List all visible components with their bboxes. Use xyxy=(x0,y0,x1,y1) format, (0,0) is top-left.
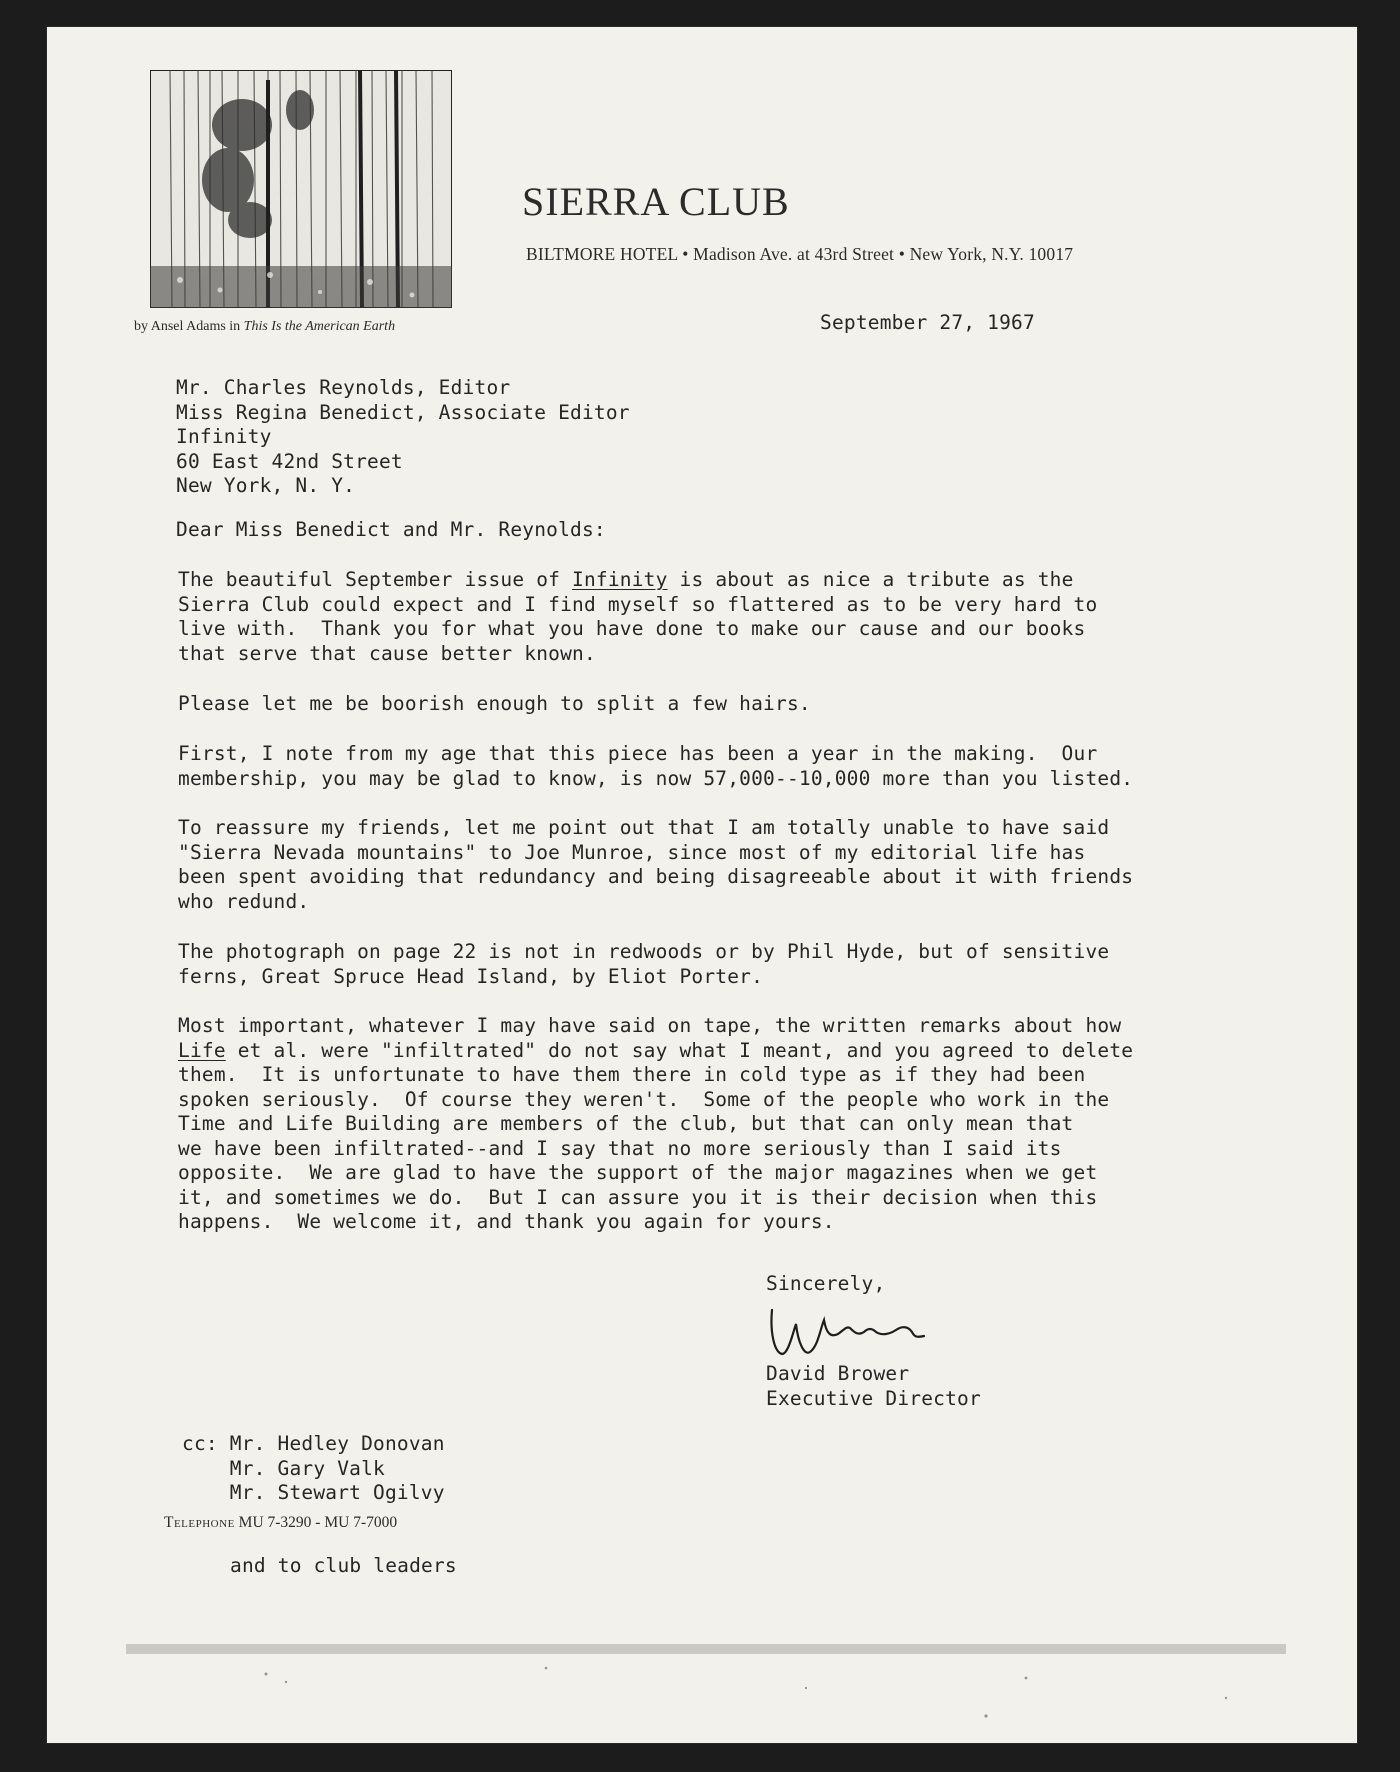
letter-date: September 27, 1967 xyxy=(820,311,1035,334)
recipient-line: New York, N. Y. xyxy=(176,474,356,497)
underlined-title: Life xyxy=(178,1038,226,1062)
cc-line: Mr. Gary Valk xyxy=(182,1456,385,1480)
body-paragraph xyxy=(178,1014,1133,1235)
letter-page xyxy=(46,26,1358,1744)
body-line: "Sierra Nevada mountains" to Joe Munroe, since most of my editorial life has xyxy=(178,840,1086,864)
body-line: happens. We welcome it, and thank you again for yours. xyxy=(178,1210,835,1233)
body-paragraph xyxy=(178,568,1097,666)
body-line: The photograph on page 22 is not in redwoods or by Phil Hyde, but of sensitive xyxy=(178,940,1110,963)
recipient-line: Mr. Charles Reynolds, Editor xyxy=(176,376,511,399)
cc-list xyxy=(182,1432,445,1506)
body-line: been spent avoiding that redundancy and being disagreeable about it with friends xyxy=(178,865,1134,888)
body-line: Sierra Club could expect and I find myself so flattered as to be very hard to xyxy=(178,592,1098,616)
body-line: them. It is unfortunate to have them there in cold type as if they had been xyxy=(178,1063,1086,1086)
body-line xyxy=(178,1039,1133,1064)
telephone-numbers: MU 7-3290 - MU 7-7000 xyxy=(238,1514,398,1531)
signer-name: David Brower xyxy=(766,1362,910,1385)
recipient-line: 60 East 42nd Street xyxy=(176,449,403,473)
org-address: BILTMORE HOTEL • Madison Ave. at 43rd Street • New York, N.Y. 10017 xyxy=(526,244,1074,264)
body-line: membership, you may be glad to know, is now 57,000--10,000 more than you listed. xyxy=(178,766,1134,790)
recipient-line: Infinity xyxy=(176,425,272,448)
recipient-address xyxy=(176,376,630,499)
body-paragraph xyxy=(178,816,1133,914)
body-line: who redund. xyxy=(178,889,310,913)
text-run: et al. were "infiltrated" do not say what I meant, and you agreed to delete xyxy=(225,1038,1134,1062)
body-line: First, I note from my age that this piece has been a year in the making. Our xyxy=(178,742,1098,765)
body-line: Most important, whatever I may have said on tape, the written remarks about how xyxy=(178,1014,1122,1037)
text-run: The beautiful September issue of xyxy=(178,568,573,591)
signer-title: Executive Director xyxy=(766,1387,981,1410)
text-run: is about as nice a tribute as the xyxy=(667,568,1074,591)
body-line: opposite. We are glad to have the support of the major magazines when we get xyxy=(178,1161,1098,1184)
telephone-label: Telephone xyxy=(164,1514,235,1531)
body-line: live with. Thank you for what you have done to make our cause and our books xyxy=(178,617,1086,640)
body-line: it, and sometimes we do. But I can assure you it is their decision when this xyxy=(178,1185,1098,1209)
body-line: we have been infiltrated--and I say that no more seriously than I said its xyxy=(178,1136,1062,1160)
body-line: Time and Life Building are members of the club, but that can only mean that xyxy=(178,1112,1074,1135)
body-line: To reassure my friends, let me point out that I am totally unable to have said xyxy=(178,816,1110,839)
body-line: that serve that cause better known. xyxy=(178,641,596,665)
cc-extra: and to club leaders xyxy=(230,1554,457,1577)
body-paragraph xyxy=(178,940,1109,989)
credit-prefix: by Ansel Adams in xyxy=(134,319,244,334)
body-line: ferns, Great Spruce Head Island, by Eliot Porter. xyxy=(178,964,764,988)
body-paragraph: Please let me be boorish enough to split a few hairs. xyxy=(178,692,811,715)
credit-book-title: This Is the American Earth xyxy=(243,319,396,334)
body-line: spoken seriously. Of course they weren't. Some of the people who work in the xyxy=(178,1087,1110,1111)
closing: Sincerely, xyxy=(766,1272,886,1295)
woodcut-credit xyxy=(134,319,395,335)
handwritten-signature xyxy=(764,1302,934,1362)
org-name: SIERRA CLUB xyxy=(522,179,790,224)
body-paragraph xyxy=(178,742,1133,791)
salutation: Dear Miss Benedict and Mr. Reynolds: xyxy=(176,518,606,541)
recipient-line: Miss Regina Benedict, Associate Editor xyxy=(176,400,630,424)
scan-noise-strip xyxy=(126,1638,1286,1728)
cc-line: Mr. Stewart Ogilvy xyxy=(182,1481,445,1504)
woodcut-illustration xyxy=(150,70,452,308)
telephone-line xyxy=(164,1514,397,1532)
body-line xyxy=(178,568,1097,593)
underlined-title: Infinity xyxy=(572,568,668,591)
cc-line: cc: Mr. Hedley Donovan xyxy=(182,1432,445,1455)
